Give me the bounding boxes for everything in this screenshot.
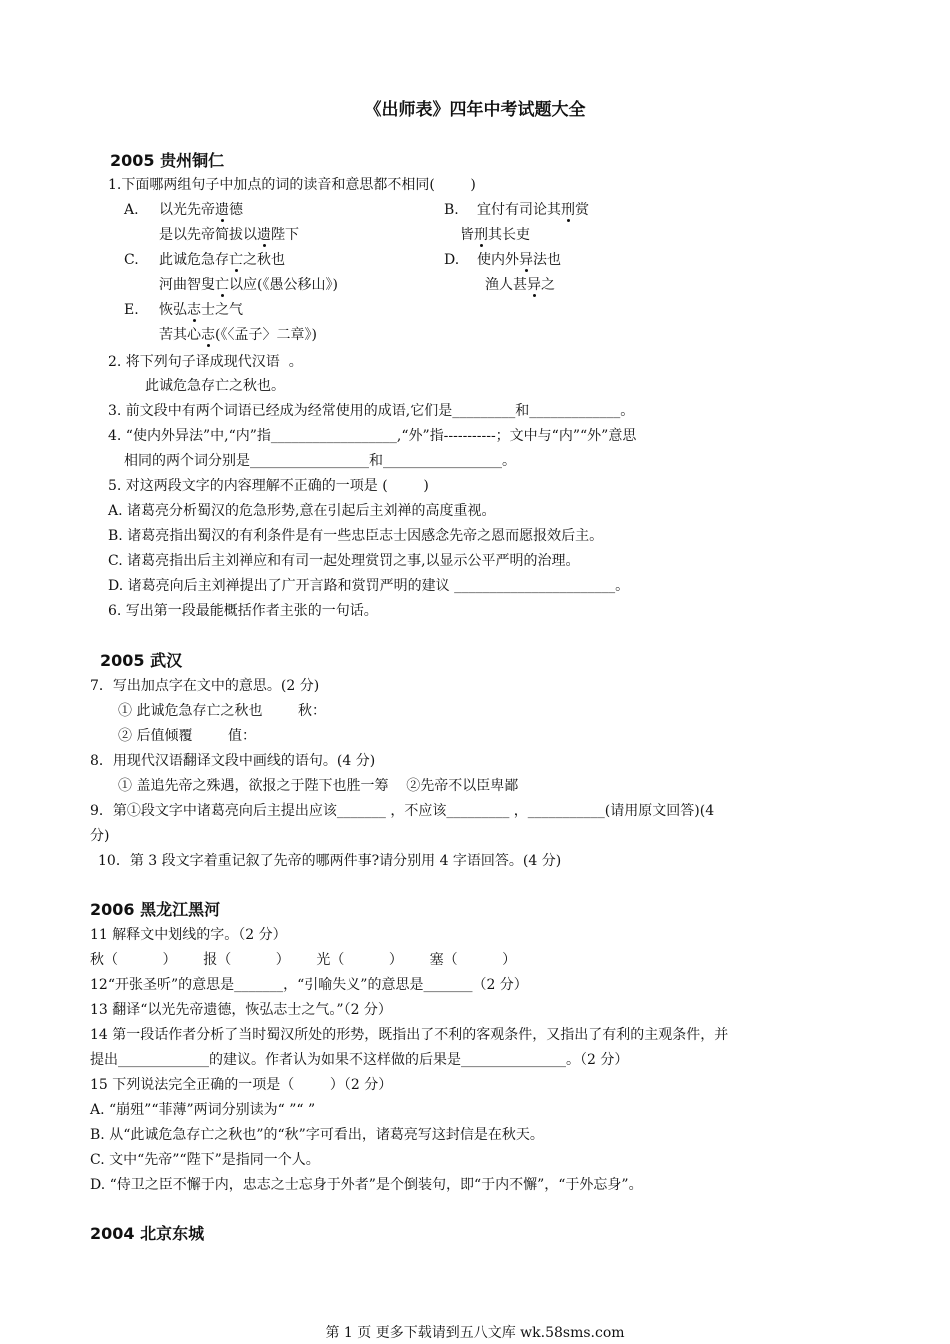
question-10: 10．第 3 段文字着重记叙了先帝的哪两件事?请分别用 4 字语回答。(4 分) <box>98 853 562 869</box>
emphasis-dot: 异 <box>527 277 541 293</box>
section-heading-2006-heihe: 2006 黑龙江黑河 <box>90 900 221 919</box>
option-d-line-2: 渔人甚异之 <box>485 277 555 293</box>
emphasis-dot: 刑 <box>561 202 575 218</box>
emphasis-dot: 亡 <box>229 252 243 268</box>
question-9-line-1: 9．第①段文字中诸葛亮向后主提出应该_______ ，不应该_________ ，___________(请用原文回答)(4 <box>90 803 715 819</box>
question-15-option-d: D. “侍卫之臣不懈于内，忠志之士忘身于外者”是个倒装句，即“于内不懈”，“于外忘身”。 <box>90 1177 643 1193</box>
emphasis-dot: 遗 <box>257 227 271 243</box>
emphasis-dot: 遗 <box>215 202 229 218</box>
question-5-option-a: A. 诸葛亮分析蜀汉的危急形势,意在引起后主刘禅的高度重视。 <box>108 503 496 519</box>
question-13: 13 翻译“以光先帝遗德，恢弘志士之气。”（2 分） <box>90 1002 392 1018</box>
question-7-item-2: ② 后值倾覆 值： <box>118 728 257 744</box>
question-15-option-b: B. 从“此诚危急存亡之秋也”的“秋”字可看出，诸葛亮写这封信是在秋天。 <box>90 1127 544 1143</box>
question-4-line-1: 4. “使内外异法”中,“内”指__________________,“外”指-----------；文中与“内”“外”意思 <box>108 428 637 444</box>
question-12: 12“开张圣听”的意思是_______，“引喻失义”的意思是_______（2 分） <box>90 977 528 993</box>
section-heading-2005-wuhan: 2005 武汉 <box>100 651 183 670</box>
option-c-label: C. <box>124 252 139 268</box>
option-b-label: B. <box>444 202 459 218</box>
emphasis-dot: 刑 <box>474 227 488 243</box>
emphasis-dot: 志 <box>187 302 201 318</box>
option-e-line-2: 苦其心志(《〈孟子〉二章》) <box>159 327 317 343</box>
section-heading-2005-tongren: 2005 贵州铜仁 <box>110 151 225 170</box>
option-c-line-1: 此诚危急存亡之秋也 <box>159 252 285 268</box>
question-5: 5. 对这两段文字的内容理解不正确的一项是 ( ) <box>108 478 429 494</box>
question-5-option-c: C. 诸葛亮指出后主刘禅应和有司一起处理赏罚之事,以显示公平严明的治理。 <box>108 553 580 569</box>
section-heading-2004-dongcheng: 2004 北京东城 <box>90 1224 205 1243</box>
question-1: 1.下面哪两组句子中加点的词的读音和意思都不相同( ) <box>108 177 476 193</box>
question-6: 6. 写出第一段最能概括作者主张的一句话。 <box>108 603 378 619</box>
option-e-line-1: 恢弘志士之气 <box>159 302 243 318</box>
option-d-label: D. <box>444 252 460 268</box>
option-b-line-1: 宜付有司论其刑赏 <box>477 202 589 218</box>
question-5-option-b: B. 诸葛亮指出蜀汉的有利条件是有一些忠臣志士因感念先帝之恩而愿报效后主。 <box>108 528 604 544</box>
emphasis-dot: 亡 <box>215 277 229 293</box>
question-2: 2. 将下列句子译成现代汉语 。 <box>108 354 303 370</box>
question-9-line-2: 分) <box>90 828 110 844</box>
page-footer: 第 1 页 更多下载请到五八文库 wk.58sms.com <box>325 1325 625 1341</box>
option-a-line-1: 以光先帝遗德 <box>159 202 243 218</box>
question-8: 8．用现代汉语翻译文段中画线的语句。(4 分) <box>90 753 376 769</box>
question-7: 7．写出加点字在文中的意思。(2 分) <box>90 678 320 694</box>
question-2-sentence: 此诚危急存亡之秋也。 <box>145 378 285 394</box>
question-11-items: 秋（ ） 报（ ） 光（ ） 塞（ ） <box>90 952 517 968</box>
option-e-label: E. <box>124 302 139 318</box>
question-14-line-2: 提出_____________的建议。作者认为如果不这样做的后果是_______________。（2 分） <box>90 1052 629 1068</box>
question-14-line-1: 14 第一段话作者分析了当时蜀汉所处的形势，既指出了不利的客观条件，又指出了有利的主观条件，并 <box>90 1027 729 1043</box>
question-15: 15 下列说法完全正确的一项是（ ）（2 分） <box>90 1077 393 1093</box>
question-8-items: ① 盖追先帝之殊遇，欲报之于陛下也胜一筹 ②先帝不以臣卑鄙 <box>118 778 519 794</box>
question-15-option-c: C. 文中“先帝”“陛下”是指同一个人。 <box>90 1152 320 1168</box>
page-title: 《出师表》四年中考试题大全 <box>364 100 586 120</box>
question-5-option-d: D. 诸葛亮向后主刘禅提出了广开言路和赏罚严明的建议 _______________________。 <box>108 578 630 594</box>
emphasis-dot: 异 <box>519 252 533 268</box>
question-7-item-1: ① 此诚危急存亡之秋也 秋： <box>118 703 327 719</box>
option-b-line-2: 皆刑其长吏 <box>460 227 530 243</box>
question-3: 3. 前文段中有两个词语已经成为经常使用的成语,它们是_________和_____________。 <box>108 403 635 419</box>
option-a-label: A. <box>124 202 139 218</box>
option-c-line-2: 河曲智叟亡以应(《愚公移山》) <box>159 277 338 293</box>
question-4-line-2: 相同的两个词分别是_________________和_________________。 <box>124 453 516 469</box>
option-d-line-1: 使内外异法也 <box>477 252 561 268</box>
question-11: 11 解释文中划线的字。（2 分） <box>90 927 287 943</box>
option-a-line-2: 是以先帝简拔以遗陛下 <box>159 227 299 243</box>
emphasis-dot: 志 <box>201 327 215 343</box>
question-15-option-a: A. “崩殂”“菲薄”两词分别读为“ ”“ ” <box>90 1102 316 1118</box>
